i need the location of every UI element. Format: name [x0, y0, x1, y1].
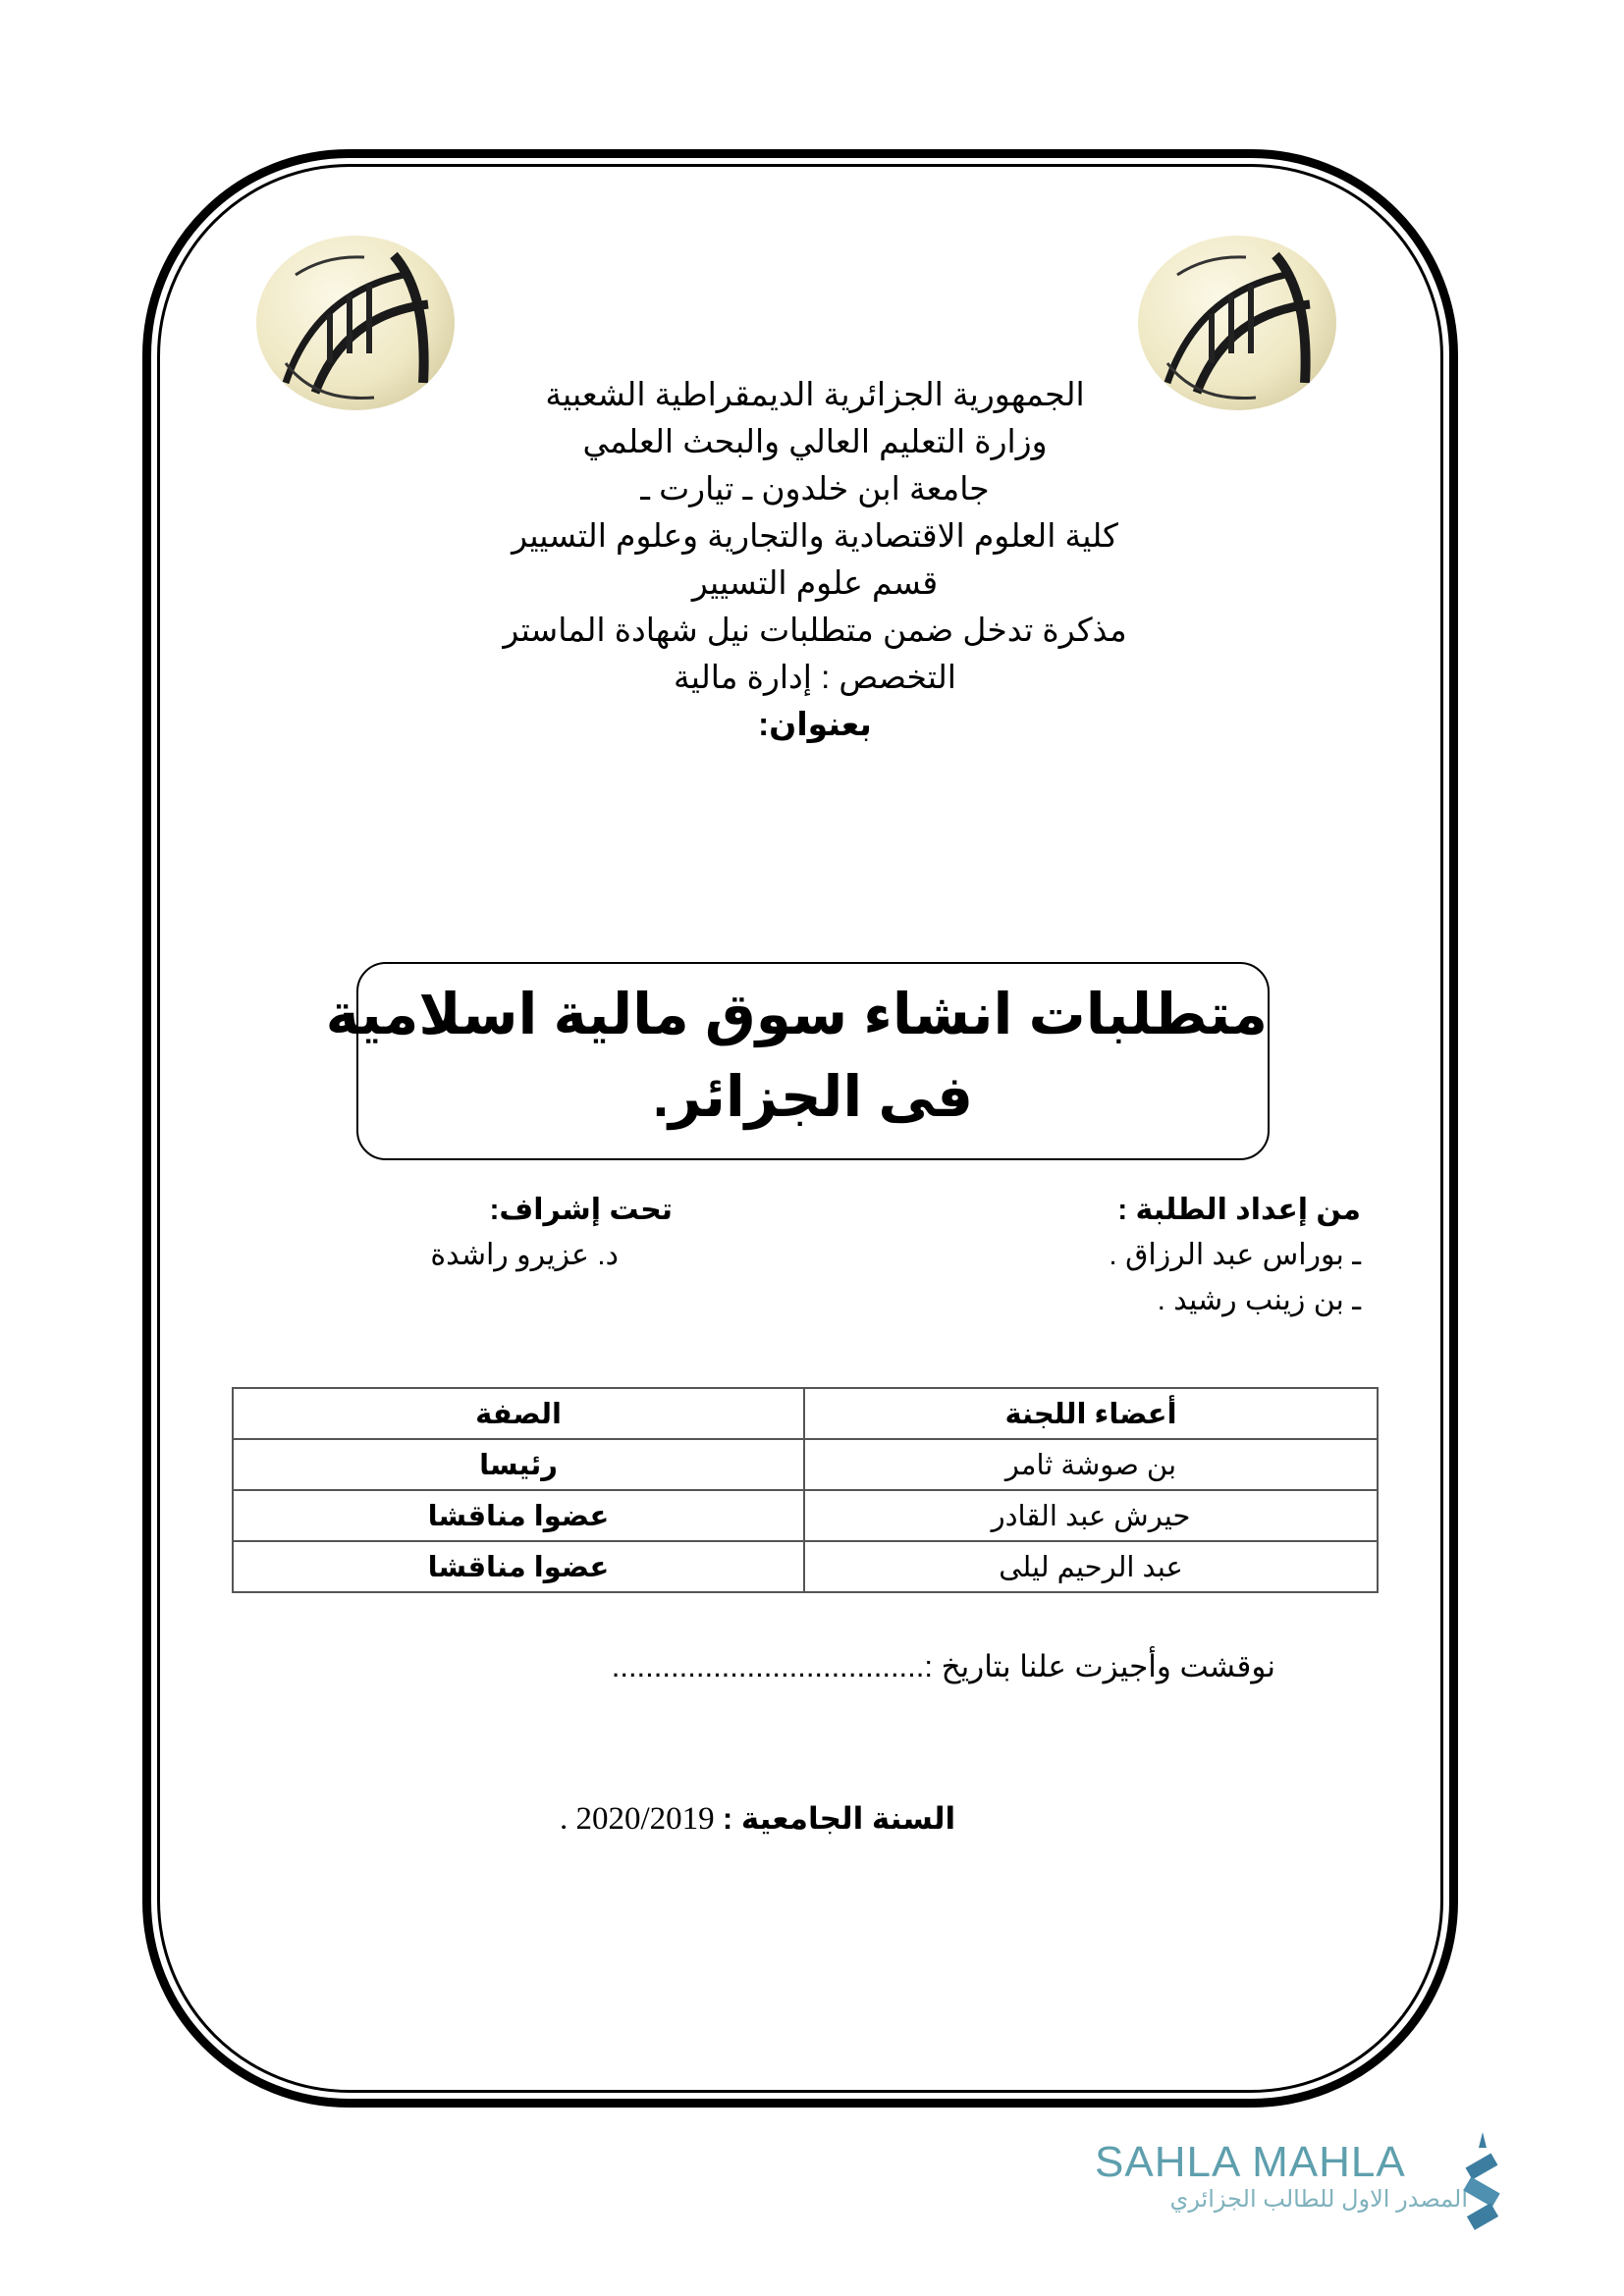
- students-heading: من إعداد الطلبة :: [1117, 1194, 1361, 1226]
- jury-role: عضوا مناقشا: [233, 1541, 804, 1592]
- watermark-brand: SAHLA MAHLA: [1095, 2138, 1406, 2186]
- academic-year-value: 2020/2019 .: [560, 1801, 723, 1837]
- discussion-date: نوقشت وأجيزت علنا بتاريخ :.....................................: [611, 1649, 1275, 1683]
- jury-role: رئيسا: [233, 1439, 804, 1490]
- table-row: [233, 1490, 1378, 1541]
- student-name: ـ بوراس عبد الرزاق .: [1109, 1239, 1361, 1271]
- students-section: [870, 1188, 1361, 1323]
- institution-header: [422, 371, 1208, 748]
- jury-member: حيرش عبد القادر: [804, 1490, 1378, 1541]
- supervisor-section: [280, 1188, 673, 1278]
- supervisor-name: د. عزيرو راشدة: [430, 1239, 619, 1271]
- academic-year: [560, 1801, 955, 1838]
- ministry-name: وزارة التعليم العالي والبحث العلمي: [582, 423, 1048, 459]
- supervisor-heading: تحت إشراف:: [489, 1194, 673, 1226]
- country-name: الجمهورية الجزائرية الديمقراطية الشعبية: [545, 376, 1085, 412]
- header-member: أعضاء اللجنة: [804, 1388, 1378, 1439]
- department-name: قسم علوم التسيير: [691, 564, 939, 601]
- watermark-logo: [1095, 2140, 1468, 2214]
- thesis-title-line-2: فى الجزائر.: [652, 1065, 974, 1129]
- specialty: التخصص : إدارة مالية: [674, 659, 956, 695]
- header-role: الصفة: [233, 1388, 804, 1439]
- student-name: ـ بن زينب رشيد .: [1157, 1284, 1361, 1316]
- academic-year-label: السنة الجامعية :: [722, 1801, 956, 1836]
- jury-member: عبد الرحيم ليلى: [804, 1541, 1378, 1592]
- table-header-row: [233, 1388, 1378, 1439]
- jury-table: [232, 1387, 1379, 1593]
- watermark-tagline: المصدر الاول للطالب الجزائري: [1169, 2186, 1468, 2213]
- jury-role: عضوا مناقشا: [233, 1490, 804, 1541]
- thesis-title-box: [325, 962, 1270, 1160]
- title-label: بعنوان:: [758, 706, 872, 742]
- faculty-name: كلية العلوم الاقتصادية والتجارية وعلوم التسيير: [512, 517, 1118, 554]
- calligraphy-mark-icon: [1463, 2130, 1502, 2238]
- thesis-title-line-1: متطلبات انشاء سوق مالية اسلامية: [325, 983, 1268, 1046]
- table-row: [233, 1439, 1378, 1490]
- table-row: [233, 1541, 1378, 1592]
- jury-member: بن صوشة ثامر: [804, 1439, 1378, 1490]
- university-name: جامعة ابن خلدون ـ تيارت ـ: [640, 470, 990, 507]
- thesis-purpose: مذكرة تدخل ضمن متطلبات نيل شهادة الماستر: [503, 612, 1127, 648]
